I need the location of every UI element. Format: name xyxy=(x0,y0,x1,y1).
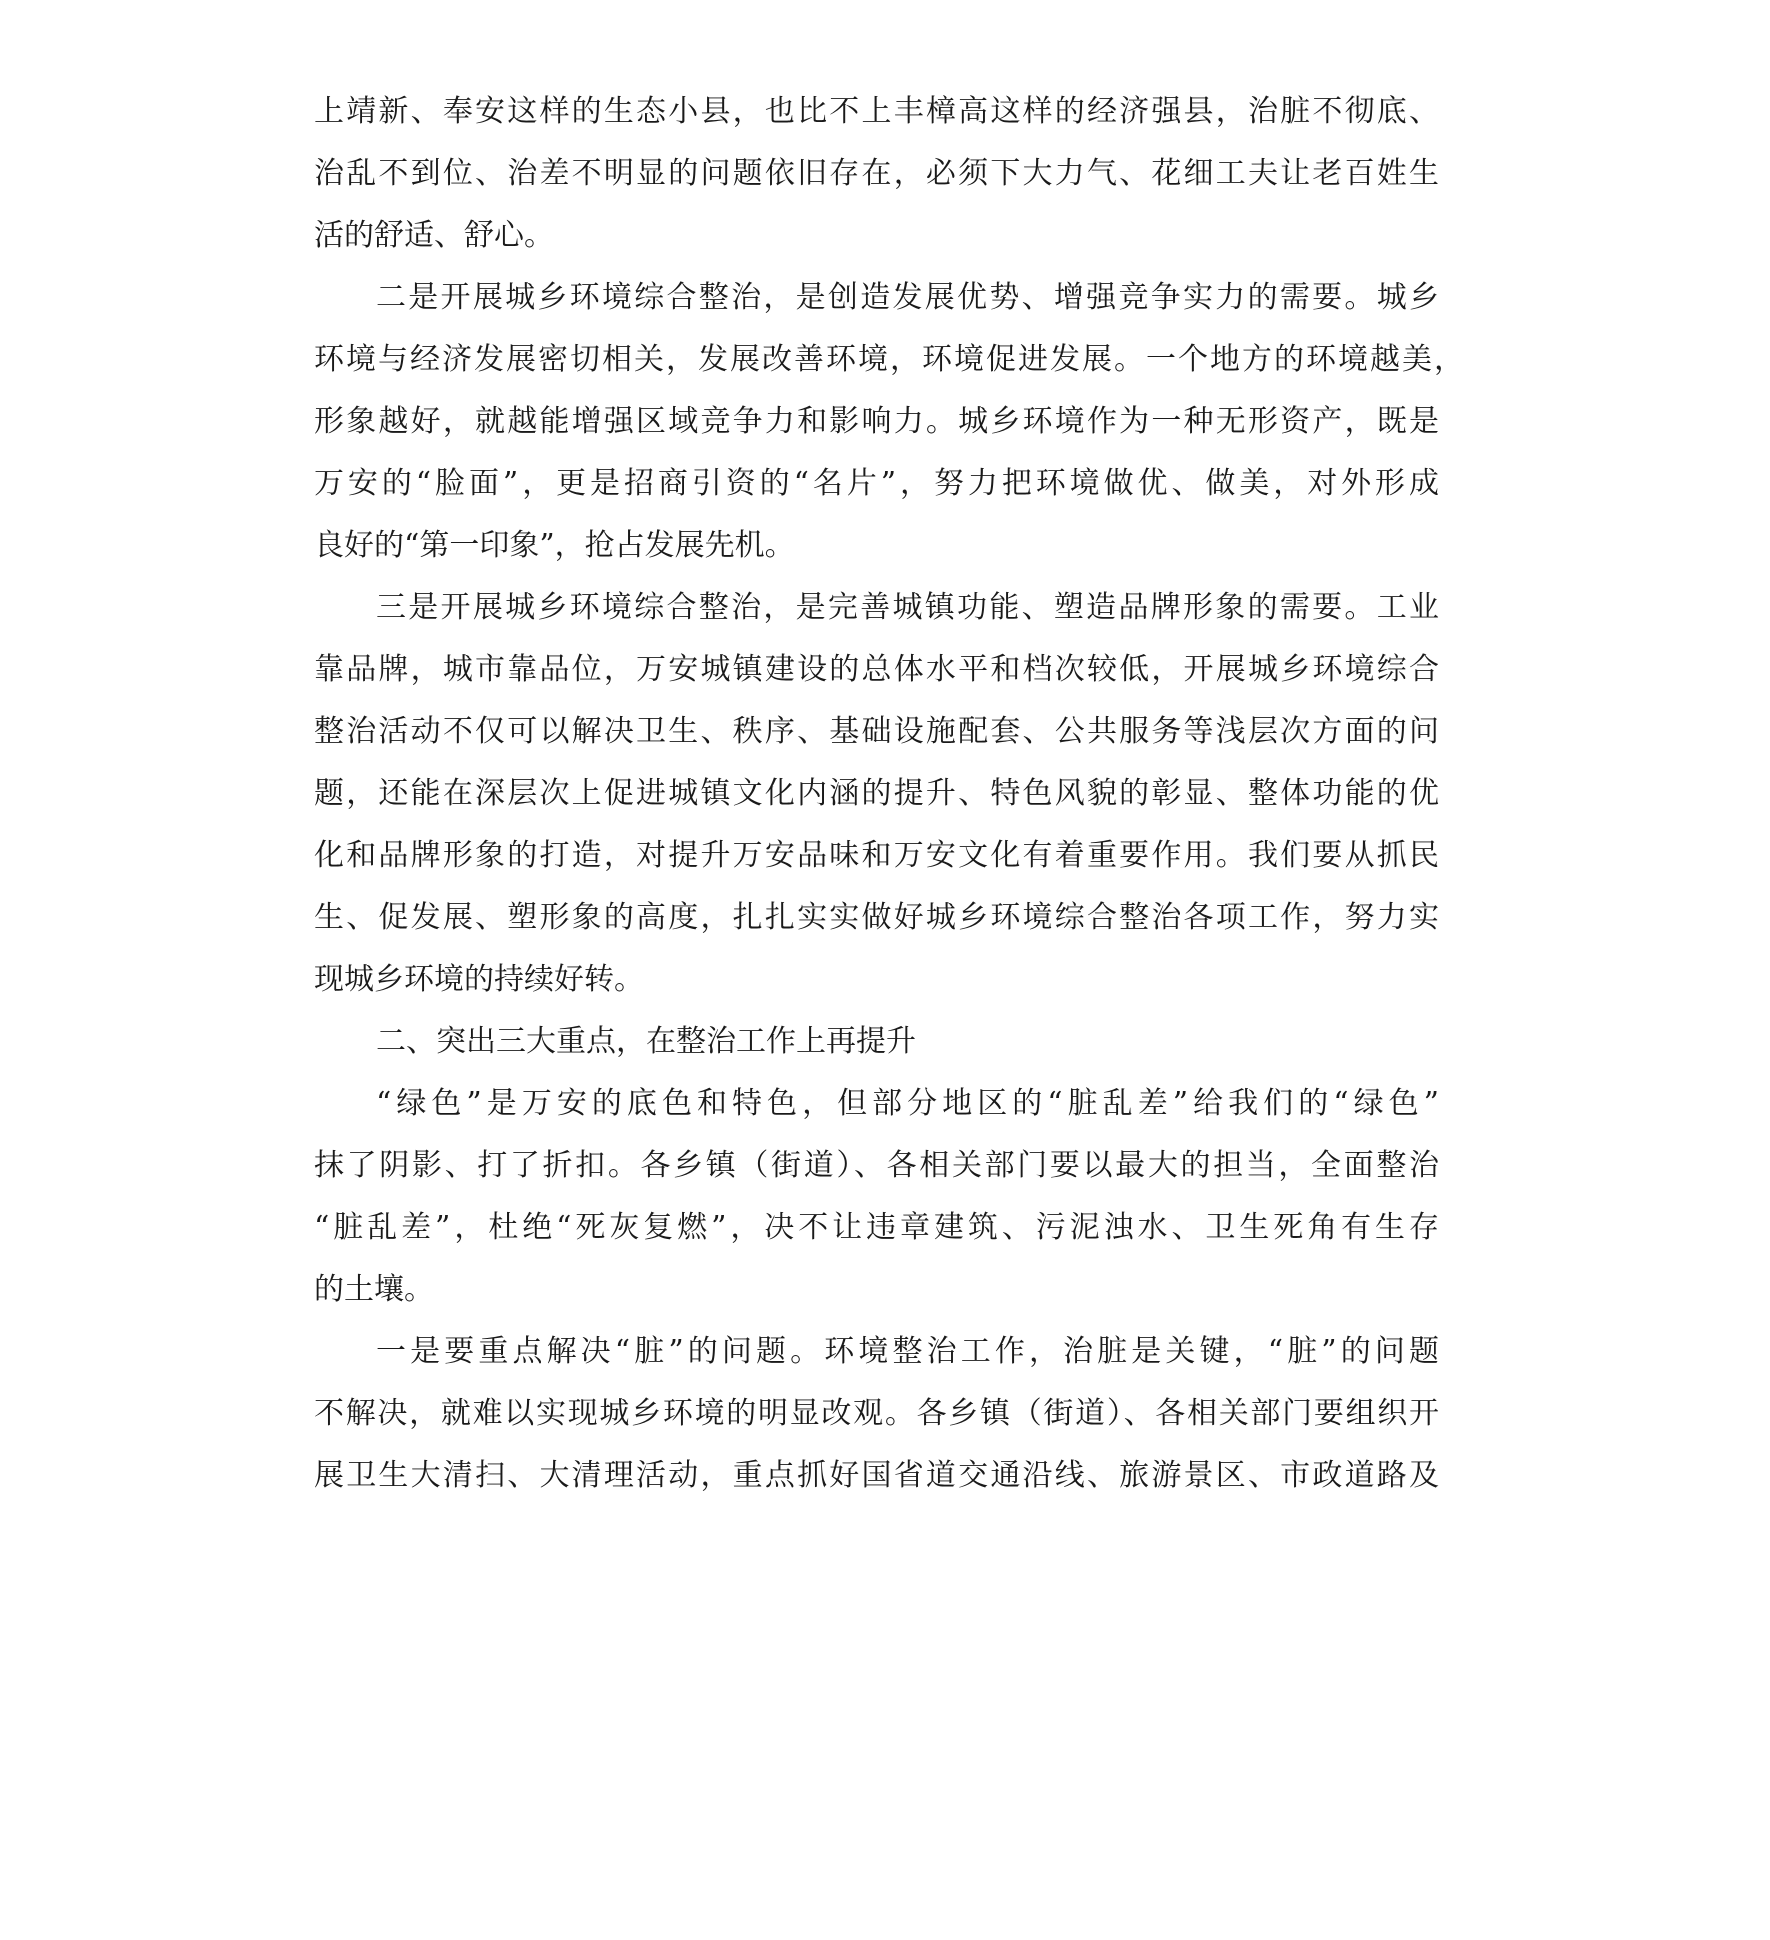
paragraph-start-line: 二是开展城乡环境综合整治，是创造发展优势、增强竞争实力的需要。城乡 xyxy=(376,280,1439,315)
text-line: 不解决，就难以实现城乡环境的明显改观。各乡镇（街道）、各相关部门要组织开 xyxy=(314,1396,1439,1431)
text-line: 题，还能在深层次上促进城镇文化内涵的提升、特色风貌的彰显、整体功能的优 xyxy=(314,776,1439,811)
paragraph-start-line: “绿色”是万安的底色和特色，但部分地区的“脏乱差”给我们的“绿色” xyxy=(376,1086,1439,1121)
paragraph-start-line: 三是开展城乡环境综合整治，是完善城镇功能、塑造品牌形象的需要。工业 xyxy=(376,590,1439,625)
text-line: 抹了阴影、打了折扣。各乡镇（街道）、各相关部门要以最大的担当，全面整治 xyxy=(314,1148,1439,1183)
text-line: 良好的“第一印象”，抢占发展先机。 xyxy=(314,528,795,563)
text-line: 治乱不到位、治差不明显的问题依旧存在，必须下大力气、花细工夫让老百姓生 xyxy=(314,156,1439,191)
text-line: 活的舒适、舒心。 xyxy=(314,218,554,253)
section-heading: 二、突出三大重点，在整治工作上再提升 xyxy=(376,1024,916,1059)
text-line: 万安的“脸面”，更是招商引资的“名片”，努力把环境做优、做美，对外形成 xyxy=(314,466,1439,501)
paragraph-start-line: 一是要重点解决“脏”的问题。环境整治工作，治脏是关键，“脏”的问题 xyxy=(376,1334,1439,1369)
text-line: 整治活动不仅可以解决卫生、秩序、基础设施配套、公共服务等浅层次方面的问 xyxy=(314,714,1439,749)
text-line: 靠品牌，城市靠品位，万安城镇建设的总体水平和档次较低，开展城乡环境综合 xyxy=(314,652,1439,687)
text-line: 化和品牌形象的打造，对提升万安品味和万安文化有着重要作用。我们要从抓民 xyxy=(314,838,1439,873)
text-line: 生、促发展、塑形象的高度，扎扎实实做好城乡环境综合整治各项工作，努力实 xyxy=(314,900,1439,935)
text-line: 上靖新、奉安这样的生态小县，也比不上丰樟高这样的经济强县，治脏不彻底、 xyxy=(314,94,1439,129)
text-line: 环境与经济发展密切相关，发展改善环境，环境促进发展。一个地方的环境越美， xyxy=(314,342,1464,377)
text-line: 形象越好，就越能增强区域竞争力和影响力。城乡环境作为一种无形资产，既是 xyxy=(314,404,1439,439)
text-line: 的土壤。 xyxy=(314,1272,434,1307)
text-line: “脏乱差”，杜绝“死灰复燃”，决不让违章建筑、污泥浊水、卫生死角有生存 xyxy=(314,1210,1439,1245)
text-line: 现城乡环境的持续好转。 xyxy=(314,962,644,997)
text-line: 展卫生大清扫、大清理活动，重点抓好国省道交通沿线、旅游景区、市政道路及 xyxy=(314,1458,1439,1493)
